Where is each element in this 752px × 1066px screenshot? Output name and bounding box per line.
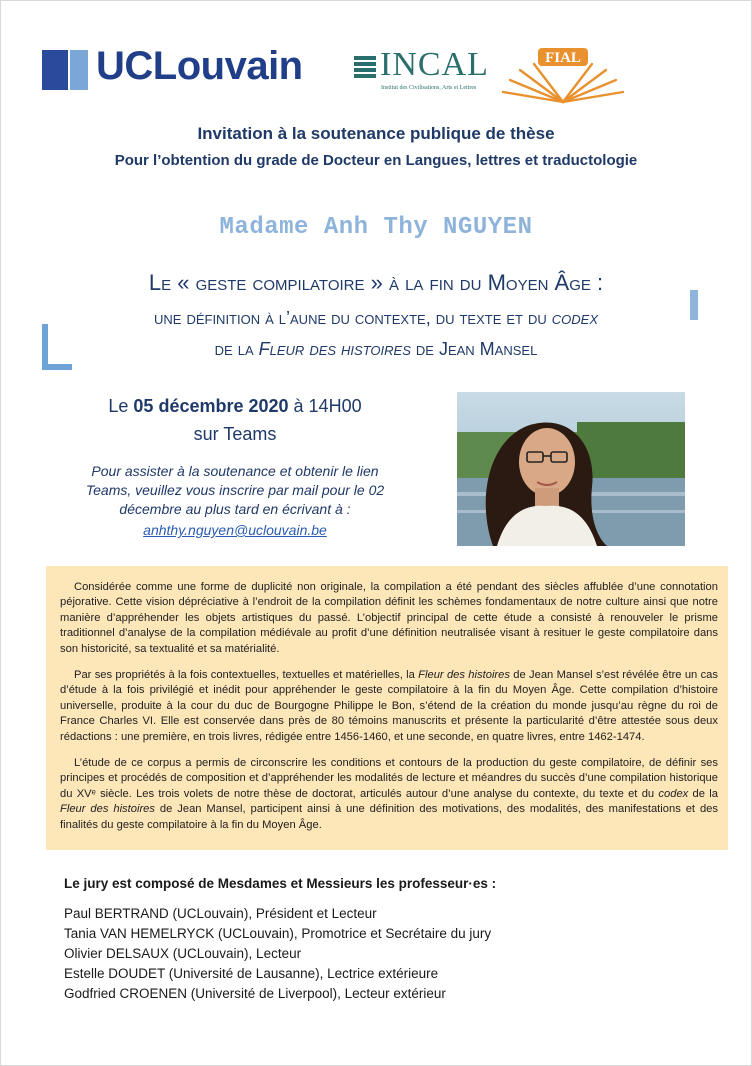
thesis-title-line-3: de la Fleur des histoires de Jean Mansel <box>214 339 538 359</box>
candidate-photo <box>457 392 685 546</box>
uclouvain-logo: UCLouvain <box>96 44 303 88</box>
jury-member: Olivier DELSAUX (UCLouvain), Lecteur <box>64 946 302 961</box>
abstract-paragraph-2: Par ses propriétés à la fois contextuelles, textuelles et matérielles, la Fleur des histoires de Jean Mansel s’est révélée être un cas d’étude à la fois privilégié et inédit pour appréhender le geste compilatoire à la fin du Moyen Âge. Cette compilation d’histoire universelle, produite à la cour du duc de Bourgogne Philippe le Bon, s’étend de la création du monde jusqu’au règne du roi de France Charles VI. Elle est conservée dans près de 80 témoins manuscrits et présente la particularité d’être attestée sous deux rédactions : une première, en trois livres, rédigée entre 1456-1460, et une seconde, en quatre livres, entre 1462-1474. <box>60 669 718 743</box>
incal-logo-icon <box>354 56 376 84</box>
jury-member: Godfried CROENEN (Université de Liverpool), Lecteur extérieur <box>64 986 446 1001</box>
invitation-subtitle: Pour l’obtention du grade de Docteur en Langues, lettres et traductologie <box>114 152 638 169</box>
jury-member: Estelle DOUDET (Université de Lausanne), Lectrice extérieure <box>64 966 439 981</box>
decorative-corner-left-base <box>42 364 72 370</box>
jury-list <box>64 906 491 1006</box>
thesis-title-line-1: Le « geste compilatoire » à la fin du Moyen Âge : <box>148 270 604 295</box>
fial-logo <box>498 40 628 110</box>
jury-heading: Le jury est composé de Mesdames et Messieurs les professeur·es : <box>64 876 497 891</box>
decorative-bar-right <box>690 290 698 320</box>
registration-instructions: Pour assister à la soutenance et obtenir le lien Teams, veuillez vous inscrire par mail pour le 02 décembre au plus tard en écrivant à : <box>85 463 385 517</box>
jury-member: Paul BERTRAND (UCLouvain), Président et Lecteur <box>64 906 377 921</box>
registration-email-link[interactable]: anhthy.nguyen@uclouvain.be <box>143 522 327 538</box>
defense-venue: sur Teams <box>193 424 277 444</box>
incal-logo-subtitle: Institut des Civilisations, Arts et Lettres <box>381 85 477 91</box>
incal-logo: INCAL <box>380 46 489 83</box>
jury-member: Tania VAN HEMELRYCK (UCLouvain), Promotrice et Secrétaire du jury <box>64 926 492 941</box>
thesis-abstract <box>46 566 728 850</box>
fial-logo-text: FIAL <box>545 50 581 66</box>
abstract-paragraph-1: Considérée comme une forme de duplicité non originale, la compilation a été pendant des siècles affublée d’une connotation péjorative. Cette vision dépréciative à l’endroit de la compilation définit les schèmes fondamentaux de notre culture ainsi que notre manière d’appréhender les objets artistiques du passé. L’objectif principal de cette étude a consisté à renouveler le prisme traditionnel d’analyse de la compilation médiévale au profit d’une définition neutralisée visant à resituer le geste compilatoire dans son historicité, sa textualité et sa matérialité. <box>60 581 718 655</box>
invitation-title: Invitation à la soutenance publique de thèse <box>197 124 555 143</box>
uclouvain-logo-mark <box>42 50 68 90</box>
uclouvain-logo-mark-light <box>70 50 88 90</box>
abstract-paragraph-3: L’étude de ce corpus a permis de circonscrire les conditions et contours de la production du geste compilatoire, de définir ses principes et procédés de composition et d’appréhender les modalités de lecture et méandres du succès d’une compilation historique du XVᵉ siècle. Les trois volets de notre thèse de doctorat, articulés autour d’une analyse du contexte, du texte et du codex de la Fleur des histoires de Jean Mansel, participent ainsi à une définition des motivations, des modalités, des manifestations et des finalités du geste compilatoire à la fin du Moyen Âge. <box>60 757 718 831</box>
defense-date: Le 05 décembre 2020 à 14H00 <box>108 396 362 416</box>
thesis-title-line-2: une définition à l’aune du contexte, du texte et du codex <box>154 308 598 328</box>
candidate-name: Madame Anh Thy NGUYEN <box>219 214 533 241</box>
